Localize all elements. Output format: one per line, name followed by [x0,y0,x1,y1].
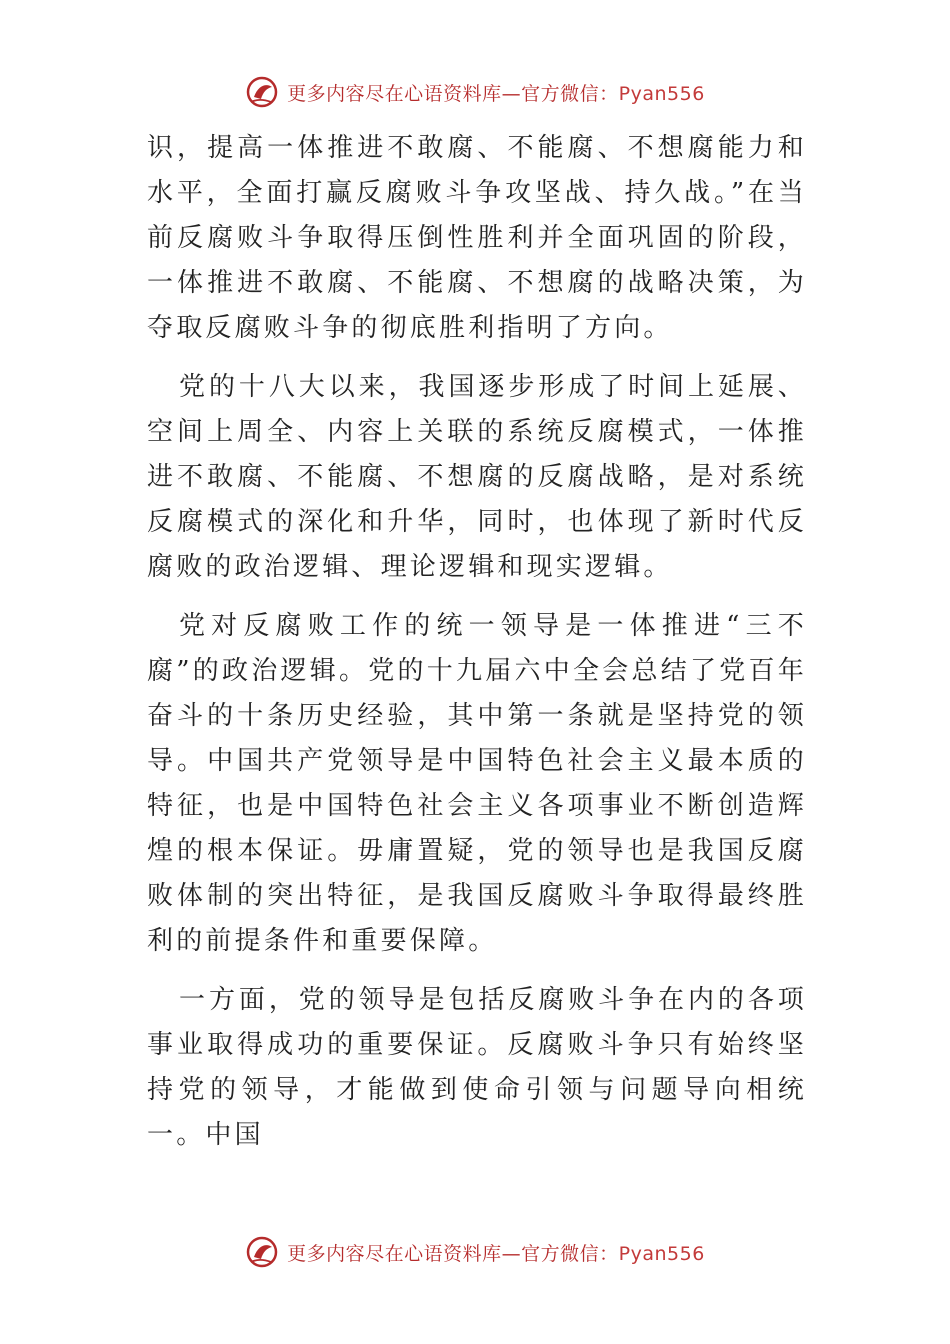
header-banner [0,72,950,112]
footer-banner [0,1232,950,1272]
header-wechat-id: Pyan556 [618,82,705,105]
paragraph-4: 一方面，党的领导是包括反腐败斗争在内的各项事业取得成功的重要保证。反腐败斗争只有始终坚持党的领导，才能做到使命引领与问题导向相统一。中国 [147,985,807,1150]
header-banner-text: 更多内容尽在心语资料库—官方微信：Pyan556 [287,82,705,105]
footer-banner-text: 更多内容尽在心语资料库—官方微信：Pyan556 [287,1242,705,1265]
logo-icon [245,75,279,109]
paragraph-2: 党的十八大以来，我国逐步形成了时间上延展、空间上周全、内容上关联的系统反腐模式，一体推进不敢腐、不能腐、不想腐的反腐战略，是对系统反腐模式的深化和升华，同时，也体现了新时代反腐败的政治逻辑、理论逻辑和现实逻辑。 [147,372,807,582]
logo-icon [245,1235,279,1269]
document-body [147,126,807,1172]
footer-wechat-id: Pyan556 [618,1242,705,1265]
paragraph-1: 识，提高一体推进不敢腐、不能腐、不想腐能力和水平，全面打赢反腐败斗争攻坚战、持久战。”在当前反腐败斗争取得压倒性胜利并全面巩固的阶段，一体推进不敢腐、不能腐、不想腐的战略决策，为夺取反腐败斗争的彻底胜利指明了方向。 [147,133,807,343]
paragraph-3: 党对反腐败工作的统一领导是一体推进“三不腐”的政治逻辑。党的十九届六中全会总结了党百年奋斗的十条历史经验，其中第一条就是坚持党的领导。中国共产党领导是中国特色社会主义最本质的特征，也是中国特色社会主义各项事业不断创造辉煌的根本保证。毋庸置疑，党的领导也是我国反腐败体制的突出特征，是我国反腐败斗争取得最终胜利的前提条件和重要保障。 [147,611,807,956]
